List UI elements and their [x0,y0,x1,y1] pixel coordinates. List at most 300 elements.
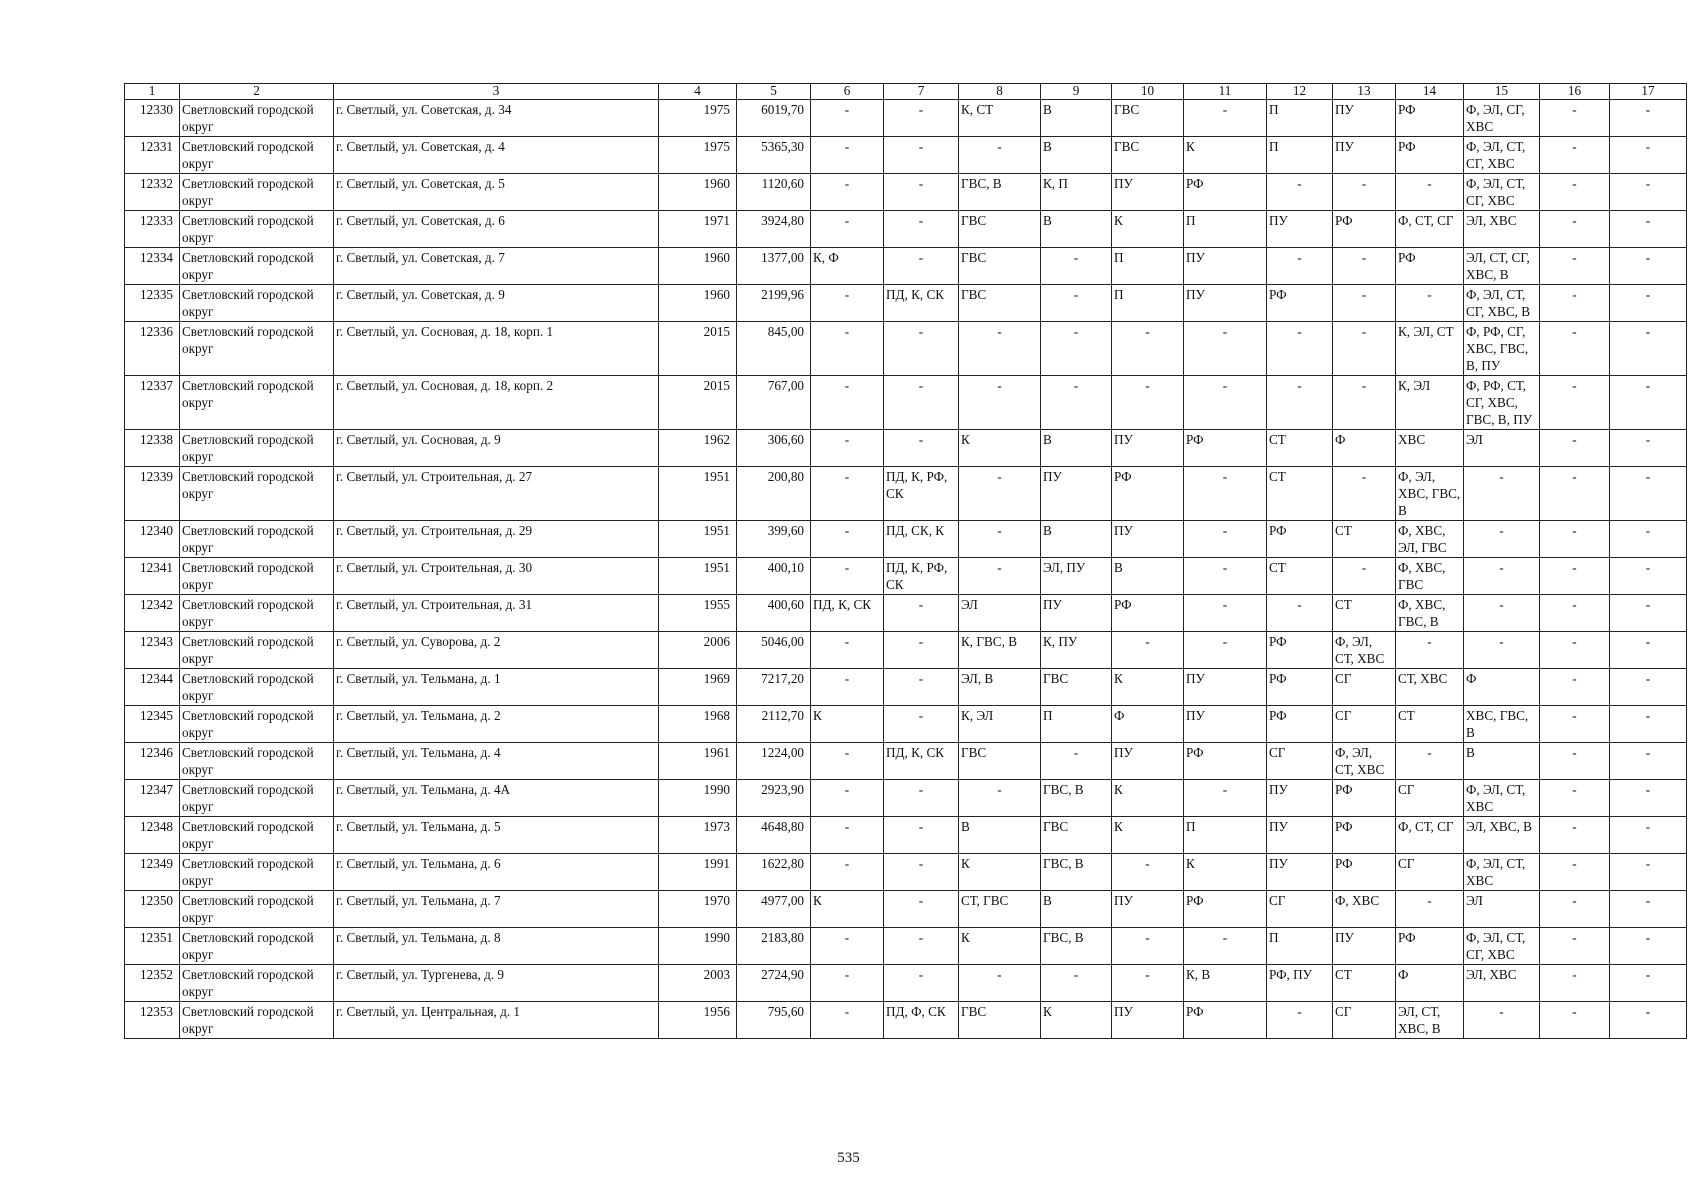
cell-col-6: - [811,285,884,322]
cell-col-13: Ф, ЭЛ, СТ, ХВС [1333,632,1396,669]
cell-col-3: г. Светлый, ул. Советская, д. 7 [334,248,659,285]
cell-col-11: - [1184,322,1267,376]
cell-col-10: - [1112,928,1184,965]
cell-col-10: К [1112,817,1184,854]
cell-col-8: ГВС [959,248,1041,285]
cell-col-17: - [1610,248,1687,285]
cell-col-11: П [1184,817,1267,854]
cell-col-11: - [1184,558,1267,595]
cell-col-7: ПД, СК, К [884,521,959,558]
cell-col-14: СТ, ХВС [1396,669,1464,706]
cell-col-7: - [884,100,959,137]
cell-col-15: - [1464,595,1540,632]
table-row [125,743,1687,780]
cell-col-17: - [1610,632,1687,669]
cell-col-11: ПУ [1184,706,1267,743]
cell-col-15: - [1464,467,1540,521]
cell-col-2: Светловский городской округ [180,669,334,706]
cell-col-2: Светловский городской округ [180,430,334,467]
cell-col-4: 1970 [659,891,737,928]
column-header-9: 9 [1041,84,1112,100]
cell-col-3: г. Светлый, ул. Тельмана, д. 8 [334,928,659,965]
cell-col-10: К [1112,211,1184,248]
cell-col-1: 12335 [125,285,180,322]
column-header-2: 2 [180,84,334,100]
table-row [125,558,1687,595]
cell-col-8: К, СТ [959,100,1041,137]
cell-col-13: РФ [1333,817,1396,854]
cell-col-16: - [1540,854,1610,891]
cell-col-3: г. Светлый, ул. Тургенева, д. 9 [334,965,659,1002]
column-header-4: 4 [659,84,737,100]
cell-col-5: 4648,80 [737,817,811,854]
table-row [125,706,1687,743]
cell-col-4: 1955 [659,595,737,632]
cell-col-16: - [1540,174,1610,211]
cell-col-1: 12340 [125,521,180,558]
cell-col-17: - [1610,174,1687,211]
cell-col-1: 12341 [125,558,180,595]
cell-col-2: Светловский городской округ [180,248,334,285]
cell-col-1: 12345 [125,706,180,743]
cell-col-10: ПУ [1112,521,1184,558]
cell-col-17: - [1610,211,1687,248]
cell-col-15: - [1464,558,1540,595]
cell-col-6: - [811,632,884,669]
cell-col-3: г. Светлый, ул. Сосновая, д. 9 [334,430,659,467]
cell-col-6: - [811,780,884,817]
column-header-12: 12 [1267,84,1333,100]
cell-col-3: г. Светлый, ул. Тельмана, д. 2 [334,706,659,743]
cell-col-13: СТ [1333,965,1396,1002]
page-number: 535 [837,1150,860,1166]
cell-col-12: РФ [1267,521,1333,558]
column-header-16: 16 [1540,84,1610,100]
cell-col-12: РФ, ПУ [1267,965,1333,1002]
cell-col-14: ХВС [1396,430,1464,467]
cell-col-7: ПД, К, РФ, СК [884,467,959,521]
cell-col-13: СТ [1333,521,1396,558]
cell-col-7: - [884,780,959,817]
cell-col-10: П [1112,248,1184,285]
cell-col-10: ПУ [1112,174,1184,211]
cell-col-8: - [959,521,1041,558]
column-header-6: 6 [811,84,884,100]
cell-col-12: ПУ [1267,854,1333,891]
cell-col-5: 2724,90 [737,965,811,1002]
cell-col-12: - [1267,376,1333,430]
cell-col-4: 1969 [659,669,737,706]
cell-col-5: 767,00 [737,376,811,430]
table-row [125,521,1687,558]
cell-col-14: - [1396,285,1464,322]
cell-col-6: - [811,817,884,854]
cell-col-1: 12349 [125,854,180,891]
cell-col-3: г. Светлый, ул. Советская, д. 4 [334,137,659,174]
cell-col-12: РФ [1267,669,1333,706]
cell-col-17: - [1610,706,1687,743]
cell-col-2: Светловский городской округ [180,817,334,854]
cell-col-3: г. Светлый, ул. Советская, д. 34 [334,100,659,137]
cell-col-10: К [1112,780,1184,817]
cell-col-3: г. Светлый, ул. Тельмана, д. 5 [334,817,659,854]
cell-col-15: - [1464,1002,1540,1039]
cell-col-2: Светловский городской округ [180,1002,334,1039]
cell-col-1: 12350 [125,891,180,928]
cell-col-6: ПД, К, СК [811,595,884,632]
cell-col-13: Ф, ХВС [1333,891,1396,928]
cell-col-14: - [1396,632,1464,669]
cell-col-10: П [1112,285,1184,322]
cell-col-16: - [1540,965,1610,1002]
cell-col-12: - [1267,322,1333,376]
cell-col-8: - [959,467,1041,521]
cell-col-4: 1951 [659,467,737,521]
cell-col-16: - [1540,632,1610,669]
cell-col-4: 1975 [659,100,737,137]
cell-col-4: 1991 [659,854,737,891]
cell-col-8: СТ, ГВС [959,891,1041,928]
cell-col-9: В [1041,100,1112,137]
column-header-13: 13 [1333,84,1396,100]
table-row [125,430,1687,467]
cell-col-14: РФ [1396,137,1464,174]
cell-col-6: К, Ф [811,248,884,285]
cell-col-6: - [811,928,884,965]
table-row [125,467,1687,521]
table-row [125,376,1687,430]
table-row [125,137,1687,174]
cell-col-7: - [884,376,959,430]
cell-col-3: г. Светлый, ул. Тельмана, д. 4 [334,743,659,780]
cell-col-7: ПД, К, РФ, СК [884,558,959,595]
cell-col-5: 5046,00 [737,632,811,669]
cell-col-4: 1961 [659,743,737,780]
cell-col-11: ПУ [1184,285,1267,322]
table-row [125,174,1687,211]
cell-col-12: РФ [1267,632,1333,669]
cell-col-10: - [1112,965,1184,1002]
cell-col-2: Светловский городской округ [180,285,334,322]
cell-col-3: г. Светлый, ул. Советская, д. 9 [334,285,659,322]
cell-col-9: В [1041,891,1112,928]
cell-col-4: 1962 [659,430,737,467]
table-row [125,669,1687,706]
cell-col-9: ГВС, В [1041,780,1112,817]
cell-col-12: СГ [1267,743,1333,780]
cell-col-12: СТ [1267,558,1333,595]
cell-col-15: Ф, ЭЛ, СГ, ХВС [1464,100,1540,137]
cell-col-9: ГВС [1041,669,1112,706]
cell-col-8: ЭЛ [959,595,1041,632]
cell-col-11: - [1184,780,1267,817]
cell-col-13: РФ [1333,854,1396,891]
cell-col-5: 400,10 [737,558,811,595]
cell-col-11: К [1184,137,1267,174]
cell-col-4: 1971 [659,211,737,248]
cell-col-4: 1990 [659,928,737,965]
cell-col-10: ПУ [1112,743,1184,780]
cell-col-16: - [1540,558,1610,595]
cell-col-10: ПУ [1112,1002,1184,1039]
cell-col-6: - [811,965,884,1002]
cell-col-17: - [1610,322,1687,376]
cell-col-15: ЭЛ, СТ, СГ, ХВС, В [1464,248,1540,285]
table-row [125,211,1687,248]
cell-col-13: - [1333,467,1396,521]
cell-col-2: Светловский городской округ [180,854,334,891]
cell-col-13: - [1333,376,1396,430]
column-header-11: 11 [1184,84,1267,100]
cell-col-5: 1622,80 [737,854,811,891]
cell-col-11: ПУ [1184,669,1267,706]
cell-col-11: К, В [1184,965,1267,1002]
cell-col-12: П [1267,928,1333,965]
cell-col-8: К, ЭЛ [959,706,1041,743]
cell-col-12: ПУ [1267,211,1333,248]
cell-col-10: РФ [1112,595,1184,632]
cell-col-15: Ф, ЭЛ, СТ, ХВС [1464,780,1540,817]
cell-col-15: ХВС, ГВС, В [1464,706,1540,743]
cell-col-6: К [811,706,884,743]
cell-col-9: ГВС [1041,817,1112,854]
cell-col-5: 2183,80 [737,928,811,965]
cell-col-4: 2015 [659,376,737,430]
cell-col-14: К, ЭЛ [1396,376,1464,430]
cell-col-8: - [959,558,1041,595]
cell-col-1: 12343 [125,632,180,669]
cell-col-3: г. Светлый, ул. Тельмана, д. 7 [334,891,659,928]
cell-col-9: В [1041,211,1112,248]
table-row [125,965,1687,1002]
cell-col-10: ГВС [1112,137,1184,174]
cell-col-6: - [811,430,884,467]
cell-col-15: Ф, ЭЛ, СТ, СГ, ХВС [1464,928,1540,965]
cell-col-6: К [811,891,884,928]
cell-col-10: ПУ [1112,891,1184,928]
cell-col-4: 1960 [659,174,737,211]
cell-col-5: 1224,00 [737,743,811,780]
cell-col-16: - [1540,743,1610,780]
cell-col-6: - [811,521,884,558]
cell-col-14: ЭЛ, СТ, ХВС, В [1396,1002,1464,1039]
cell-col-2: Светловский городской округ [180,521,334,558]
cell-col-13: - [1333,558,1396,595]
cell-col-14: - [1396,174,1464,211]
cell-col-11: РФ [1184,174,1267,211]
cell-col-4: 1973 [659,817,737,854]
cell-col-7: ПД, К, СК [884,743,959,780]
table-row [125,817,1687,854]
cell-col-12: - [1267,248,1333,285]
cell-col-13: Ф [1333,430,1396,467]
cell-col-6: - [811,854,884,891]
cell-col-7: - [884,632,959,669]
cell-col-9: ЭЛ, ПУ [1041,558,1112,595]
cell-col-4: 1960 [659,285,737,322]
cell-col-14: РФ [1396,248,1464,285]
cell-col-8: - [959,965,1041,1002]
column-number-header [125,84,1687,100]
cell-col-17: - [1610,376,1687,430]
cell-col-6: - [811,743,884,780]
cell-col-13: ПУ [1333,928,1396,965]
cell-col-15: Ф [1464,669,1540,706]
cell-col-3: г. Светлый, ул. Сосновая, д. 18, корп. 1 [334,322,659,376]
cell-col-8: ГВС [959,743,1041,780]
cell-col-15: Ф, ЭЛ, СТ, ХВС [1464,854,1540,891]
cell-col-17: - [1610,467,1687,521]
cell-col-7: - [884,669,959,706]
cell-col-14: Ф, ХВС, ЭЛ, ГВС [1396,521,1464,558]
cell-col-2: Светловский городской округ [180,376,334,430]
cell-col-11: - [1184,376,1267,430]
cell-col-7: ПД, Ф, СК [884,1002,959,1039]
column-header-7: 7 [884,84,959,100]
cell-col-10: К [1112,669,1184,706]
cell-col-11: - [1184,632,1267,669]
cell-col-15: Ф, РФ, СГ, ХВС, ГВС, В, ПУ [1464,322,1540,376]
cell-col-10: ПУ [1112,430,1184,467]
cell-col-8: - [959,376,1041,430]
cell-col-13: - [1333,174,1396,211]
cell-col-13: ПУ [1333,137,1396,174]
cell-col-17: - [1610,100,1687,137]
cell-col-17: - [1610,854,1687,891]
cell-col-13: СГ [1333,669,1396,706]
cell-col-17: - [1610,1002,1687,1039]
cell-col-12: РФ [1267,706,1333,743]
cell-col-5: 2923,90 [737,780,811,817]
column-header-14: 14 [1396,84,1464,100]
cell-col-4: 2015 [659,322,737,376]
cell-col-14: - [1396,743,1464,780]
table-row [125,248,1687,285]
cell-col-16: - [1540,669,1610,706]
cell-col-3: г. Светлый, ул. Советская, д. 6 [334,211,659,248]
cell-col-11: - [1184,595,1267,632]
column-header-17: 17 [1610,84,1687,100]
cell-col-6: - [811,211,884,248]
cell-col-8: К [959,928,1041,965]
cell-col-6: - [811,174,884,211]
cell-col-13: Ф, ЭЛ, СТ, ХВС [1333,743,1396,780]
cell-col-3: г. Светлый, ул. Строительная, д. 31 [334,595,659,632]
cell-col-7: - [884,174,959,211]
cell-col-13: СГ [1333,1002,1396,1039]
cell-col-5: 200,80 [737,467,811,521]
cell-col-14: СГ [1396,854,1464,891]
column-header-3: 3 [334,84,659,100]
cell-col-13: СТ [1333,595,1396,632]
cell-col-3: г. Светлый, ул. Тельмана, д. 1 [334,669,659,706]
cell-col-5: 399,60 [737,521,811,558]
cell-col-1: 12339 [125,467,180,521]
cell-col-3: г. Светлый, ул. Сосновая, д. 18, корп. 2 [334,376,659,430]
cell-col-1: 12344 [125,669,180,706]
cell-col-2: Светловский городской округ [180,322,334,376]
cell-col-4: 2003 [659,965,737,1002]
cell-col-16: - [1540,706,1610,743]
cell-col-7: - [884,248,959,285]
cell-col-2: Светловский городской округ [180,743,334,780]
cell-col-7: - [884,891,959,928]
cell-col-7: - [884,817,959,854]
cell-col-17: - [1610,558,1687,595]
cell-col-16: - [1540,211,1610,248]
cell-col-6: - [811,100,884,137]
cell-col-15: Ф, РФ, СТ, СГ, ХВС, ГВС, В, ПУ [1464,376,1540,430]
cell-col-7: - [884,965,959,1002]
cell-col-5: 845,00 [737,322,811,376]
cell-col-10: ГВС [1112,100,1184,137]
cell-col-11: ПУ [1184,248,1267,285]
cell-col-3: г. Светлый, ул. Суворова, д. 2 [334,632,659,669]
table-row [125,100,1687,137]
cell-col-1: 12352 [125,965,180,1002]
cell-col-4: 1951 [659,558,737,595]
cell-col-2: Светловский городской округ [180,467,334,521]
cell-col-2: Светловский городской округ [180,137,334,174]
cell-col-3: г. Светлый, ул. Советская, д. 5 [334,174,659,211]
cell-col-16: - [1540,137,1610,174]
cell-col-8: К [959,430,1041,467]
cell-col-4: 1951 [659,521,737,558]
cell-col-17: - [1610,521,1687,558]
cell-col-13: - [1333,322,1396,376]
cell-col-1: 12334 [125,248,180,285]
cell-col-9: К, ПУ [1041,632,1112,669]
cell-col-3: г. Светлый, ул. Строительная, д. 30 [334,558,659,595]
cell-col-12: П [1267,137,1333,174]
cell-col-11: РФ [1184,430,1267,467]
cell-col-2: Светловский городской округ [180,965,334,1002]
cell-col-12: ПУ [1267,780,1333,817]
cell-col-1: 12332 [125,174,180,211]
cell-col-5: 306,60 [737,430,811,467]
cell-col-16: - [1540,376,1610,430]
cell-col-7: - [884,322,959,376]
cell-col-8: В [959,817,1041,854]
cell-col-14: Ф [1396,965,1464,1002]
cell-col-17: - [1610,891,1687,928]
cell-col-4: 1990 [659,780,737,817]
cell-col-9: - [1041,965,1112,1002]
cell-col-16: - [1540,285,1610,322]
cell-col-11: - [1184,521,1267,558]
cell-col-9: - [1041,376,1112,430]
cell-col-6: - [811,376,884,430]
cell-col-6: - [811,322,884,376]
cell-col-9: В [1041,137,1112,174]
cell-col-13: СГ [1333,706,1396,743]
cell-col-5: 1120,60 [737,174,811,211]
cell-col-15: - [1464,521,1540,558]
cell-col-10: РФ [1112,467,1184,521]
cell-col-9: ПУ [1041,467,1112,521]
cell-col-12: СТ [1267,430,1333,467]
cell-col-10: - [1112,854,1184,891]
column-header-1: 1 [125,84,180,100]
cell-col-14: Ф, ХВС, ГВС [1396,558,1464,595]
cell-col-16: - [1540,467,1610,521]
cell-col-8: ГВС, В [959,174,1041,211]
cell-col-9: В [1041,430,1112,467]
cell-col-15: ЭЛ, ХВС, В [1464,817,1540,854]
column-header-5: 5 [737,84,811,100]
cell-col-16: - [1540,1002,1610,1039]
cell-col-3: г. Светлый, ул. Строительная, д. 29 [334,521,659,558]
